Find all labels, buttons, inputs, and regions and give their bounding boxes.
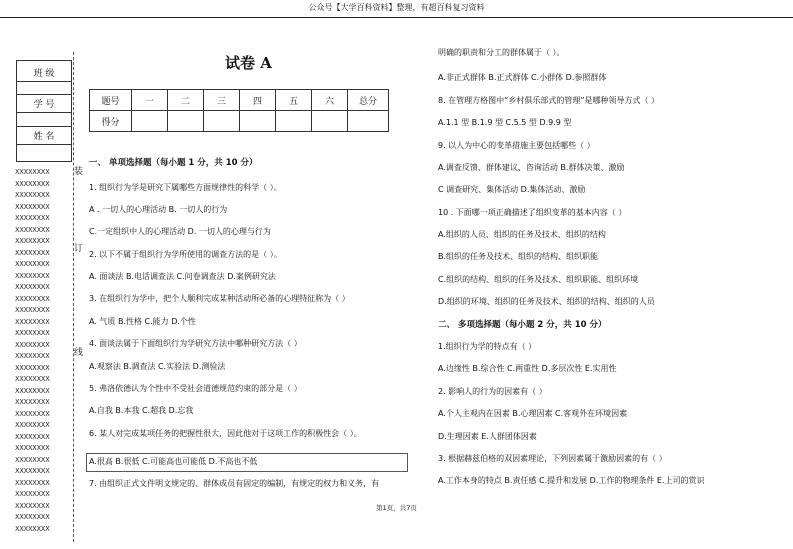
score-cell: 四 (240, 90, 276, 111)
question-options: A.自我 B.本我 C.超我 D.忘我 (89, 406, 194, 415)
question-options: A. 面谈法 B.电话调查法 C.问卷调查法 D.案例研究法 (89, 272, 276, 281)
class-label: 班 级 (33, 69, 55, 79)
question-text: 明确的职责和分工的群体属于（ ）。 (438, 48, 565, 57)
score-cell: 总分 (348, 90, 389, 111)
question-text: 3. 根据赫兹伯格的双因素理论，下列因素属于激励因素的有（ ） (438, 454, 667, 463)
question-options: D.组织的环境、组织的任务及技术、组织的结构、组织的人员 (438, 297, 655, 306)
question-options: A.非正式群体 B.正式群体 C.小群体 D.参照群体 (438, 73, 607, 82)
score-cell: 题号 (90, 90, 132, 111)
question-text: 1.组织行为学的特点有（ ） (438, 342, 537, 351)
question-options: D.生理因素 E.人群团体因素 (438, 432, 537, 441)
name-label: 姓 名 (33, 132, 55, 142)
score-cell: 三 (204, 90, 240, 111)
question-text: 2. 以下不属于组织行为学所使用的调查方法的是（ ）。 (89, 250, 282, 259)
question-options: A.观察法 B.调查法 C.实验法 D.测验法 (89, 362, 226, 371)
binding-xian: 线 (74, 345, 83, 358)
info-divider (17, 81, 71, 82)
question-options: B.组织的任务及技术、组织的结构、组织职能 (438, 252, 599, 261)
score-table-header-row (90, 90, 389, 111)
page-header: 公众号【大学百科资料】整理，有超百科复习资料 (308, 3, 485, 12)
question-text: 2. 影响人的行为的因素有（ ） (438, 387, 547, 396)
score-table-score-row (90, 111, 389, 132)
question-options: A.个人主观内在因素 B.心理因素 C.客观外在环境因素 (438, 409, 628, 418)
question-options: C.组织的结构、组织的任务及技术、组织职能、组织环境 (438, 275, 639, 284)
score-table (89, 89, 389, 132)
question-options: A.很高 B.很低 C.可能高也可能低 D.不高也不低 (89, 457, 258, 466)
score-input-cell[interactable] (276, 111, 312, 132)
binding-margin-marks: XXXXXXXX XXXXXXXX XXXXXXXX XXXXXXXX XXXXXXXX XXXXXXXX XXXXXXXX XXXXXXXX XXXXXXXX XXXXXXXX XXXXXXXX XXXXXXXX XXXXXXXX XXXXXXXX XXXXXXXX XXXXXXXX XXXXXXXX XXXXXXXX XXXXXXXX XXXXXXXX XXXXXXXX XXXXXXXX XXXXXXXX XXXXXXXX XXXXXXXX XXXXXXXX XXXXXXXX XXXXXXXX XXXXXXXX XXXXXXXX XXXXXXXX XXXXXXXX (15, 168, 50, 533)
info-divider (17, 126, 71, 127)
info-divider (17, 94, 71, 95)
header-rule (0, 17, 793, 18)
question-text: 6. 某人对完成某项任务的把握性很大，因此他对于这项工作的积极性会（ ）。 (89, 429, 362, 438)
question-text: 5. 弗洛依德认为个性中不受社会道德规范约束的部分是（ ） (89, 384, 302, 393)
score-cell: 一 (132, 90, 168, 111)
score-cell: 六 (312, 90, 348, 111)
question-options: C 调查研究、集体活动 D.集体活动、激励 (438, 185, 586, 194)
score-input-cell[interactable] (204, 111, 240, 132)
score-cell: 二 (168, 90, 204, 111)
score-input-cell[interactable] (168, 111, 204, 132)
question-options: A.组织的人员、组织的任务及技术、组织的结构 (438, 230, 606, 239)
question-text: 8. 在管理方格图中“乡村俱乐部式的管理”是哪种领导方式（ ） (438, 96, 660, 105)
question-text: 4. 面谈法属于下面组织行为学研究方法中哪种研究方法（ ） (89, 339, 302, 348)
section-multiple-choice: 二、 多项选择题（每小题 2 分，共 10 分） (438, 320, 607, 330)
page-footer: 第1页，共7页 (376, 504, 417, 512)
score-input-cell[interactable] (348, 111, 389, 132)
question-text: 7. 由组织正式文件明文规定的、群体成员有固定的编制，有规定的权力和义务，有 (89, 479, 380, 488)
binding-zhuang: 装 (74, 164, 83, 177)
score-input-cell[interactable] (240, 111, 276, 132)
question-options: C.一定组织中人的心理活动 D. 一切人的心理与行为 (89, 227, 271, 236)
question-text: 9. 以人为中心的变革措施主要包括哪些（ ） (438, 141, 595, 150)
info-divider (17, 112, 71, 113)
question-options: A.调查反馈、群体建议、咨询活动 B.群体决策、激励 (438, 163, 625, 172)
info-divider (17, 144, 71, 145)
binding-ding: 订 (74, 241, 83, 254)
student-info-box (16, 60, 72, 162)
binding-fold-line (73, 52, 75, 542)
question-options: A . 一切人的心理活动 B. 一切人的行为 (89, 205, 228, 214)
question-options: A. 气质 B.性格 C.能力 D.个性 (89, 317, 196, 326)
question-options: A.边缘性 B.综合性 C.两重性 D.多层次性 E.实用性 (438, 364, 617, 373)
student-id-label: 学 号 (33, 100, 55, 110)
question-text: 1. 组织行为学是研究下属哪些方面规律性的科学（ ）。 (89, 183, 282, 192)
question-options: A.1.1 型 B.1.9 型 C.5.5 型 D.9.9 型 (438, 118, 572, 127)
score-cell: 五 (276, 90, 312, 111)
question-text: 10 . 下面哪一项正确描述了组织变革的基本内容（ ） (438, 208, 627, 217)
score-cell: 得分 (90, 111, 132, 132)
section-single-choice: 一、 单项选择题（每小题 1 分，共 10 分） (89, 158, 258, 168)
score-input-cell[interactable] (132, 111, 168, 132)
question-text: 3. 在组织行为学中，把个人顺利完成某种活动所必备的心理特征称为（ ） (89, 294, 350, 303)
score-input-cell[interactable] (312, 111, 348, 132)
question-options: A.工作本身的特点 B.责任感 C.提升和发展 D.工作的物理条件 E.上司的赏识 (438, 476, 705, 485)
exam-title: 试卷 A (225, 54, 272, 72)
